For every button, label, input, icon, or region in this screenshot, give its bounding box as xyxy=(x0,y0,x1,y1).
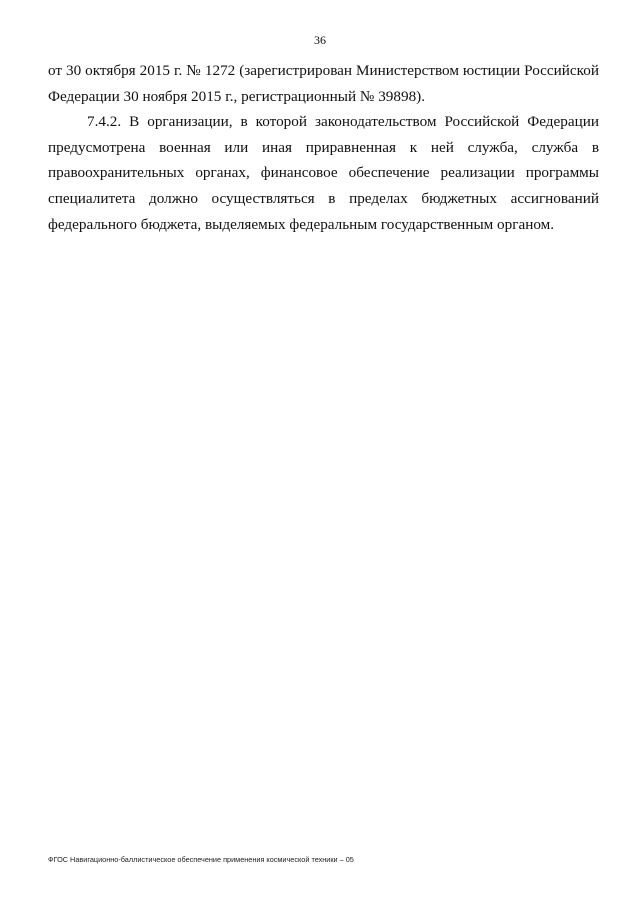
paragraph-continuation: от 30 октября 2015 г. № 1272 (зарегистрирован Министерством юстиции Российской Федерации 30 ноября 2015 г., регистрационный № 39898). xyxy=(48,62,599,105)
page-footer: ФГОС Навигационно-баллистическое обеспечение применения космической техники – 05 xyxy=(48,855,354,864)
page-number: 36 xyxy=(314,33,326,47)
paragraph-7-4-2: 7.4.2. В организации, в которой законодательством Российской Федерации предусмотрена военная или иная приравненная к ней служба, служба в правоохранительных органах, финансовое обеспечение реализации программы специалитета должно осуществляться в пределах бюджетных ассигнований федерального бюджета, выделяемых федеральным государственным органом. xyxy=(48,113,599,233)
document-body xyxy=(48,58,599,237)
